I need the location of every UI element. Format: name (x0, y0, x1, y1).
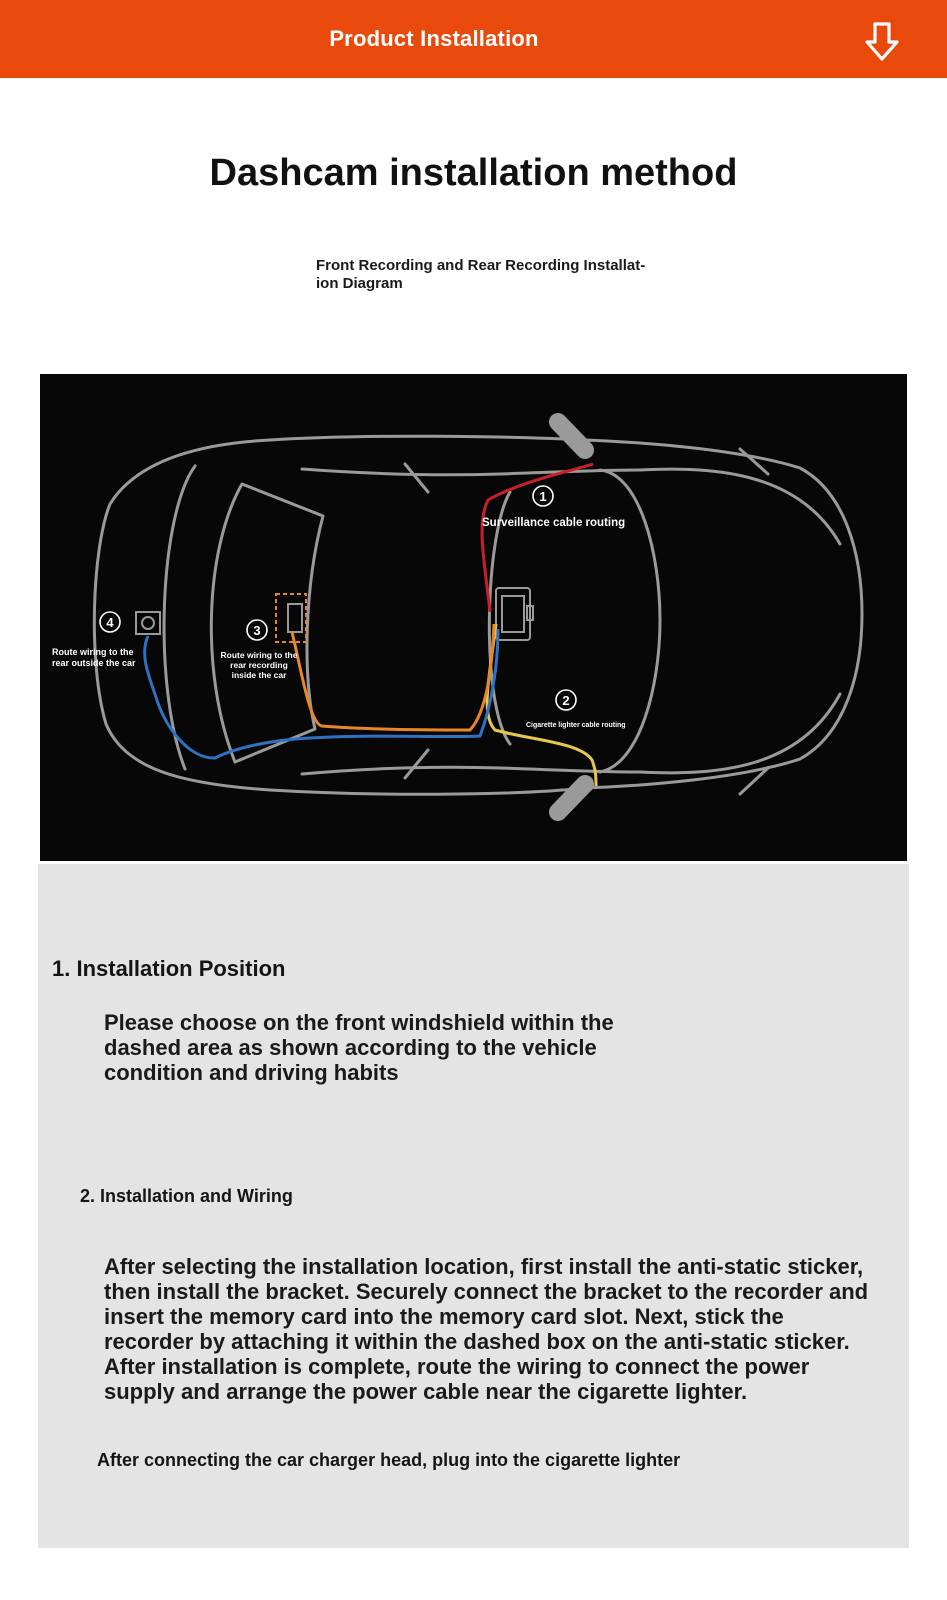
header-banner (0, 0, 947, 78)
front-dashcam (496, 588, 533, 640)
section2-heading: 2. Installation and Wiring (80, 1186, 293, 1206)
surveillance-cable (482, 464, 593, 612)
car-wiring-diagram (40, 374, 907, 861)
rear-outside-camera (136, 612, 160, 634)
step2-marker (526, 690, 626, 729)
diagram-caption-line1: Front Recording and Rear Recording Installat- (316, 257, 646, 274)
section2-body: After selecting the installation location, first install the anti-static sticker, then install the bracket. Securely connect the bracket to the recorder and insert the memory card into the memory card slot. Next, stick the recorder by attaching it within the dashed box on the anti-static sticker. After installation is complete, route the wiring to connect the power supply and arrange the power cable near the cigarette lighter. (104, 1254, 869, 1404)
step3-marker (221, 620, 298, 680)
rear-inside-camera (288, 604, 302, 632)
section1-heading: 1. Installation Position (52, 956, 286, 981)
step4-label-line2: rear outside the car (52, 658, 136, 668)
step2-number: 2 (562, 693, 570, 708)
step3-label-line3: inside the car (231, 670, 287, 680)
inside-rear-cable (292, 624, 494, 730)
down-arrow-icon[interactable] (864, 22, 900, 62)
lighter-cable (487, 624, 596, 786)
header-title: Product Installation (329, 26, 539, 51)
section2-note: After connecting the car charger head, plug into the cigarette lighter (97, 1450, 681, 1470)
instructions-panel (38, 864, 909, 1548)
step1-number: 1 (539, 489, 547, 504)
mirror-bottom (558, 784, 585, 812)
outside-rear-cable (145, 629, 498, 758)
installation-diagram (40, 374, 907, 861)
step3-label-line2: rear recording (230, 660, 288, 670)
step2-label: Cigarette lighter cable routing (526, 722, 626, 729)
page-title: Dashcam installation method (209, 152, 738, 194)
step3-number: 3 (253, 623, 261, 638)
step4-label-line1: Route wiring to the (52, 647, 134, 657)
diagram-caption (316, 257, 646, 293)
step1-label: Surveillance cable routing (482, 517, 626, 529)
mirror-top (558, 422, 585, 450)
diagram-caption-line2: ion Diagram (316, 275, 403, 292)
car-outline (94, 436, 862, 794)
step3-label-line1: Route wiring to the (220, 650, 298, 660)
section1-body: Please choose on the front windshield within the dashed area as shown according to the vehicle condition and driving habits (104, 1010, 614, 1085)
step4-number: 4 (106, 615, 114, 630)
